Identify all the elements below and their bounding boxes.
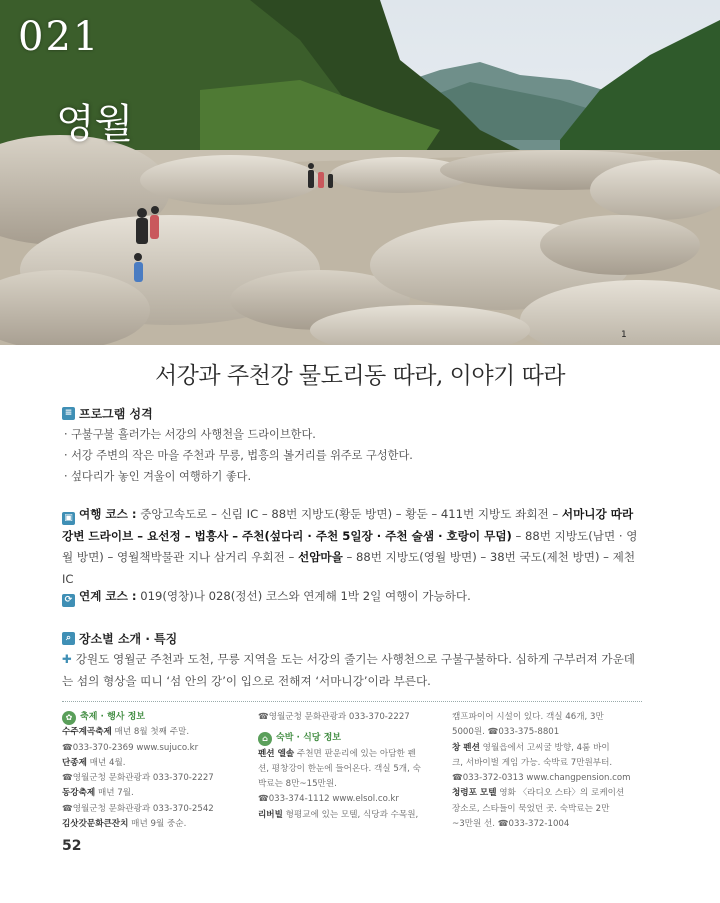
- course-text-3: – 88번 지방도(영월 방면) – 38번 국도(제천 방면) – 제천 IC: [62, 550, 636, 586]
- car-icon: ▣: [62, 512, 75, 525]
- camp-line: 장소로, 스타들이 묵었던 곳. 숙박료는 2만: [452, 803, 610, 814]
- places-heading-text: 장소별 소개 · 특징: [79, 632, 178, 646]
- arrow-icon: ✚: [62, 652, 72, 666]
- program-heading-text: 프로그램 성격: [79, 407, 153, 421]
- book-icon: ≡: [62, 407, 75, 420]
- places-text: 강원도 영월군 주천과 도천, 무릉 지역을 도는 서강의 줄기는 사행천으로 구불구불하다. 심하게 구부러져 가운데는 섬의 형상을 띠니 ‘섬 안의 강’이 입으로 전해져 ‘서마니강’이라 부른다.: [62, 652, 635, 688]
- festival-line: ☎영월군청 문화관광과 033-370-2542: [62, 803, 214, 814]
- festival-line: 단종제 매년 4월.: [62, 757, 126, 768]
- lodging-line: 션, 평창강이 한눈에 들어온다. 객실 5개, 숙: [258, 763, 421, 774]
- photo-index: 1: [621, 330, 627, 340]
- lodging-heading-text: 숙박 · 식당 정보: [276, 733, 341, 744]
- camp-line: 청령포 모텔 영화 〈라디오 스타〉의 로케이션: [452, 788, 625, 799]
- lodging-line: ☎033-374-1112 www.elsol.co.kr: [258, 794, 399, 805]
- program-bullet: · 섶다리가 놓인 겨울이 여행하기 좋다.: [64, 470, 252, 483]
- camp-line: 캠프파이어 시설이 있다. 객실 46개, 3만: [452, 712, 604, 722]
- places-intro: [62, 648, 642, 692]
- program-bullet: · 서강 주변의 작은 마을 주천과 무릉, 법흥의 볼거리를 위주로 구성한다.: [64, 449, 413, 462]
- link-label: 연계 코스 :: [79, 589, 137, 603]
- places-heading: [62, 630, 177, 647]
- hero-photo: [0, 0, 720, 345]
- festival-line: 동강축제 매년 7월.: [62, 788, 134, 799]
- program-bullet: · 구불구불 흘러가는 서강의 사행천을 드라이브한다.: [64, 428, 316, 441]
- festival-heading-text: 축제 · 행사 정보: [80, 712, 145, 722]
- course-text-2: – 88번 지방도(남면 · 영월 방면) – 영월책박물관 지나 삼거리 우회전 –: [62, 528, 638, 564]
- divider: [62, 701, 642, 702]
- river-rocks-photo: [0, 0, 720, 345]
- course-text-1: 중앙고속도로 – 신림 IC – 88번 지방도(황둔 방면) – 황둔 – 411번 지방도 좌회전 –: [136, 507, 562, 521]
- page-number: 52: [62, 838, 82, 854]
- festival-heading: [62, 710, 252, 725]
- lodging-line: 리버빌 형평교에 있는 모텔, 식당과 수목원,: [258, 809, 419, 820]
- house-icon: ⌂: [258, 732, 272, 746]
- program-heading: [62, 405, 153, 422]
- course-bold-1: 서마니강 따라 강변 드라이브 – 요선정 – 법흥사 – 주천(섶다리 · 주천 5일장 · 주천 술샘 · 호랑이 무덤): [62, 507, 634, 543]
- lodging-info: [258, 710, 438, 823]
- linked-course: [62, 586, 638, 608]
- festival-line: ☎033-370-2369 www.sujuco.kr: [62, 742, 199, 753]
- camp-line: ~3만원 선. ☎033-372-1004: [452, 819, 570, 830]
- region-title: 영월: [56, 101, 134, 147]
- camp-line: 5000원. ☎033-375-8801: [452, 727, 560, 738]
- festival-icon: ✿: [62, 711, 76, 725]
- page-headline: 서강과 주천강 물도리동 따라, 이야기 따라: [154, 363, 566, 389]
- lodging-pre-line: ☎영월군청 문화관광과 033-370-2227: [258, 712, 410, 722]
- link-text: 019(영창)나 028(정선) 코스와 연계해 1박 2일 여행이 가능하다.: [136, 589, 471, 603]
- lodging-line: 박료는 8만~15만원.: [258, 779, 337, 790]
- magnifier-icon: ⌕: [62, 632, 75, 645]
- festival-info: [62, 710, 252, 832]
- camp-line: ☎033-372-0313 www.changpension.com: [452, 773, 631, 784]
- lodging-line: 펜션 엘솔 주천면 판운리에 있는 아담한 펜: [258, 748, 416, 759]
- camp-line: 크, 서바이벌 게임 가능. 숙박료 7만원부터.: [452, 757, 613, 768]
- lodging-heading: [258, 731, 438, 746]
- course-bold-2: 선암마을: [298, 550, 343, 564]
- festival-line: 김삿갓문화큰잔치 매년 9월 중순.: [62, 819, 187, 830]
- course-label: 여행 코스 :: [79, 507, 137, 521]
- festival-line: 수주계곡축제 매년 8월 첫째 주말.: [62, 727, 190, 738]
- festival-line: ☎영월군청 문화관광과 033-370-2227: [62, 773, 214, 784]
- link-icon: ⟳: [62, 594, 75, 607]
- camp-line: 창 펜션 영월읍에서 고씨굴 방향, 4룸 바이: [452, 742, 610, 753]
- travel-course: [62, 504, 638, 590]
- course-number: 021: [18, 14, 101, 60]
- lodging-info-continued: [452, 710, 642, 832]
